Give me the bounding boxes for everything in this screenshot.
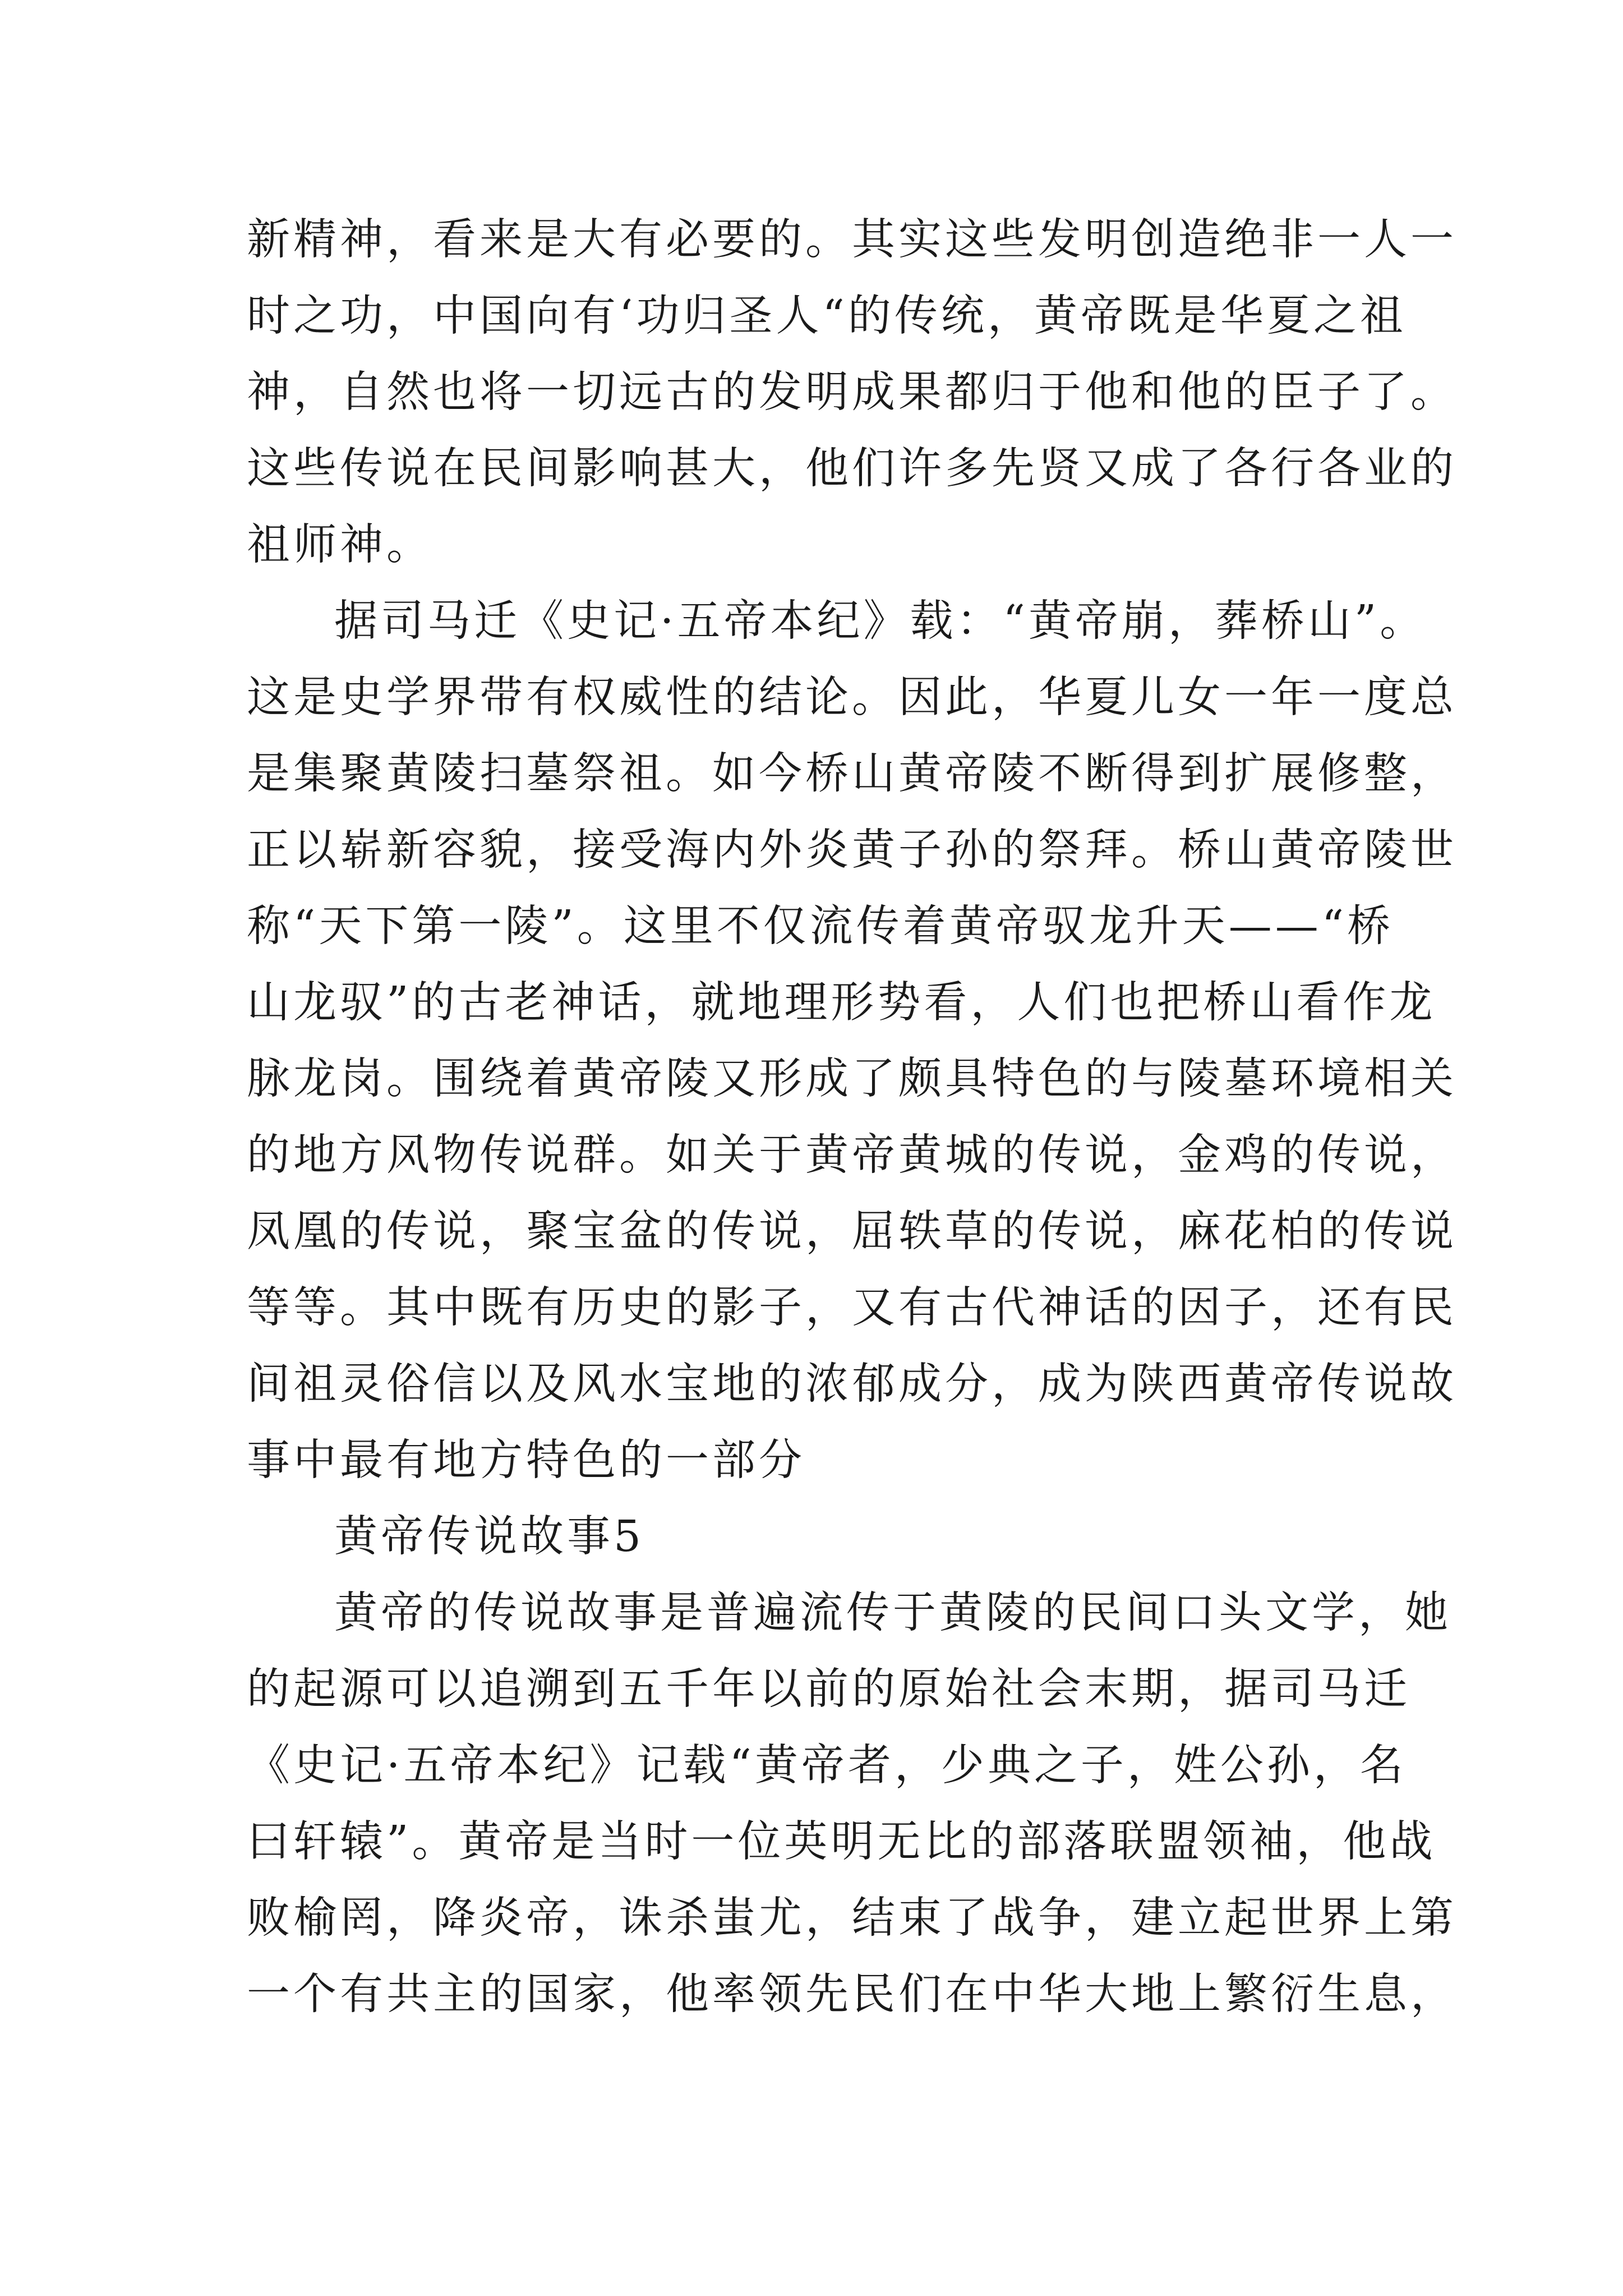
text-line: 祖师神。 xyxy=(247,520,433,570)
paragraph-start-line: 黄帝的传说故事是普遍流传于黄陵的民间口头文学，她 xyxy=(334,1588,1451,1638)
document-body xyxy=(247,202,1457,2033)
text-line: 是集聚黄陵扫墓祭祖。如今桥山黄帝陵不断得到扩展修整， xyxy=(247,749,1457,799)
text-line: 凤凰的传说，聚宝盆的传说，屈轶草的传说，麻花柏的传说 xyxy=(247,1207,1457,1257)
text-line: 山龙驭”的古老神话，就地理形势看，人们也把桥山看作龙 xyxy=(247,978,1436,1028)
text-line: 一个有共主的国家，他率领先民们在中华大地上繁衍生息， xyxy=(247,1970,1457,2019)
text-line: 《史记·五帝本纪》记载“黄帝者，少典之子，姓公孙，名 xyxy=(247,1741,1407,1791)
text-line: 的起源可以追溯到五千年以前的原始社会末期，据司马迁 xyxy=(247,1664,1410,1714)
text-line: 神，自然也将一切远古的发明成果都归于他和他的臣子了。 xyxy=(247,367,1457,417)
text-line: 脉龙岗。围绕着黄帝陵又形成了颇具特色的与陵墓环境相关 xyxy=(247,1054,1457,1104)
text-line: 事中最有地方特色的一部分 xyxy=(247,1435,805,1485)
text-line: 等等。其中既有历史的影子，又有古代神话的因子，还有民 xyxy=(247,1283,1457,1333)
text-line: 间祖灵俗信以及风水宝地的浓郁成分，成为陕西黄帝传说故 xyxy=(247,1359,1457,1409)
text-line: 这些传说在民间影响甚大，他们许多先贤又成了各行各业的 xyxy=(247,444,1457,494)
text-line: 的地方风物传说群。如关于黄帝黄城的传说，金鸡的传说， xyxy=(247,1130,1457,1180)
text-line: 时之功，中国向有‘功归圣人“的传统，黄帝既是华夏之祖 xyxy=(247,291,1407,341)
text-line: 正以崭新容貌，接受海内外炎黄子孙的祭拜。桥山黄帝陵世 xyxy=(247,825,1457,875)
text-line: 这是史学界带有权威性的结论。因此，华夏儿女一年一度总 xyxy=(247,673,1457,723)
paragraph-start-line: 据司马迁《史记·五帝本纪》载：“黄帝崩，葬桥山”。 xyxy=(334,596,1427,646)
text-line: 称“天下第一陵”。这里不仅流传着黄帝驭龙升天——“桥 xyxy=(247,901,1394,951)
section-heading: 黄帝传说故事5 xyxy=(334,1512,644,1562)
text-line: 败榆罔，降炎帝，诛杀蚩尤，结束了战争，建立起世界上第 xyxy=(247,1893,1457,1943)
text-line: 曰轩辕”。黄帝是当时一位英明无比的部落联盟领袖，他战 xyxy=(247,1817,1436,1867)
text-line: 新精神，看来是大有必要的。其实这些发明创造绝非一人一 xyxy=(247,215,1457,265)
